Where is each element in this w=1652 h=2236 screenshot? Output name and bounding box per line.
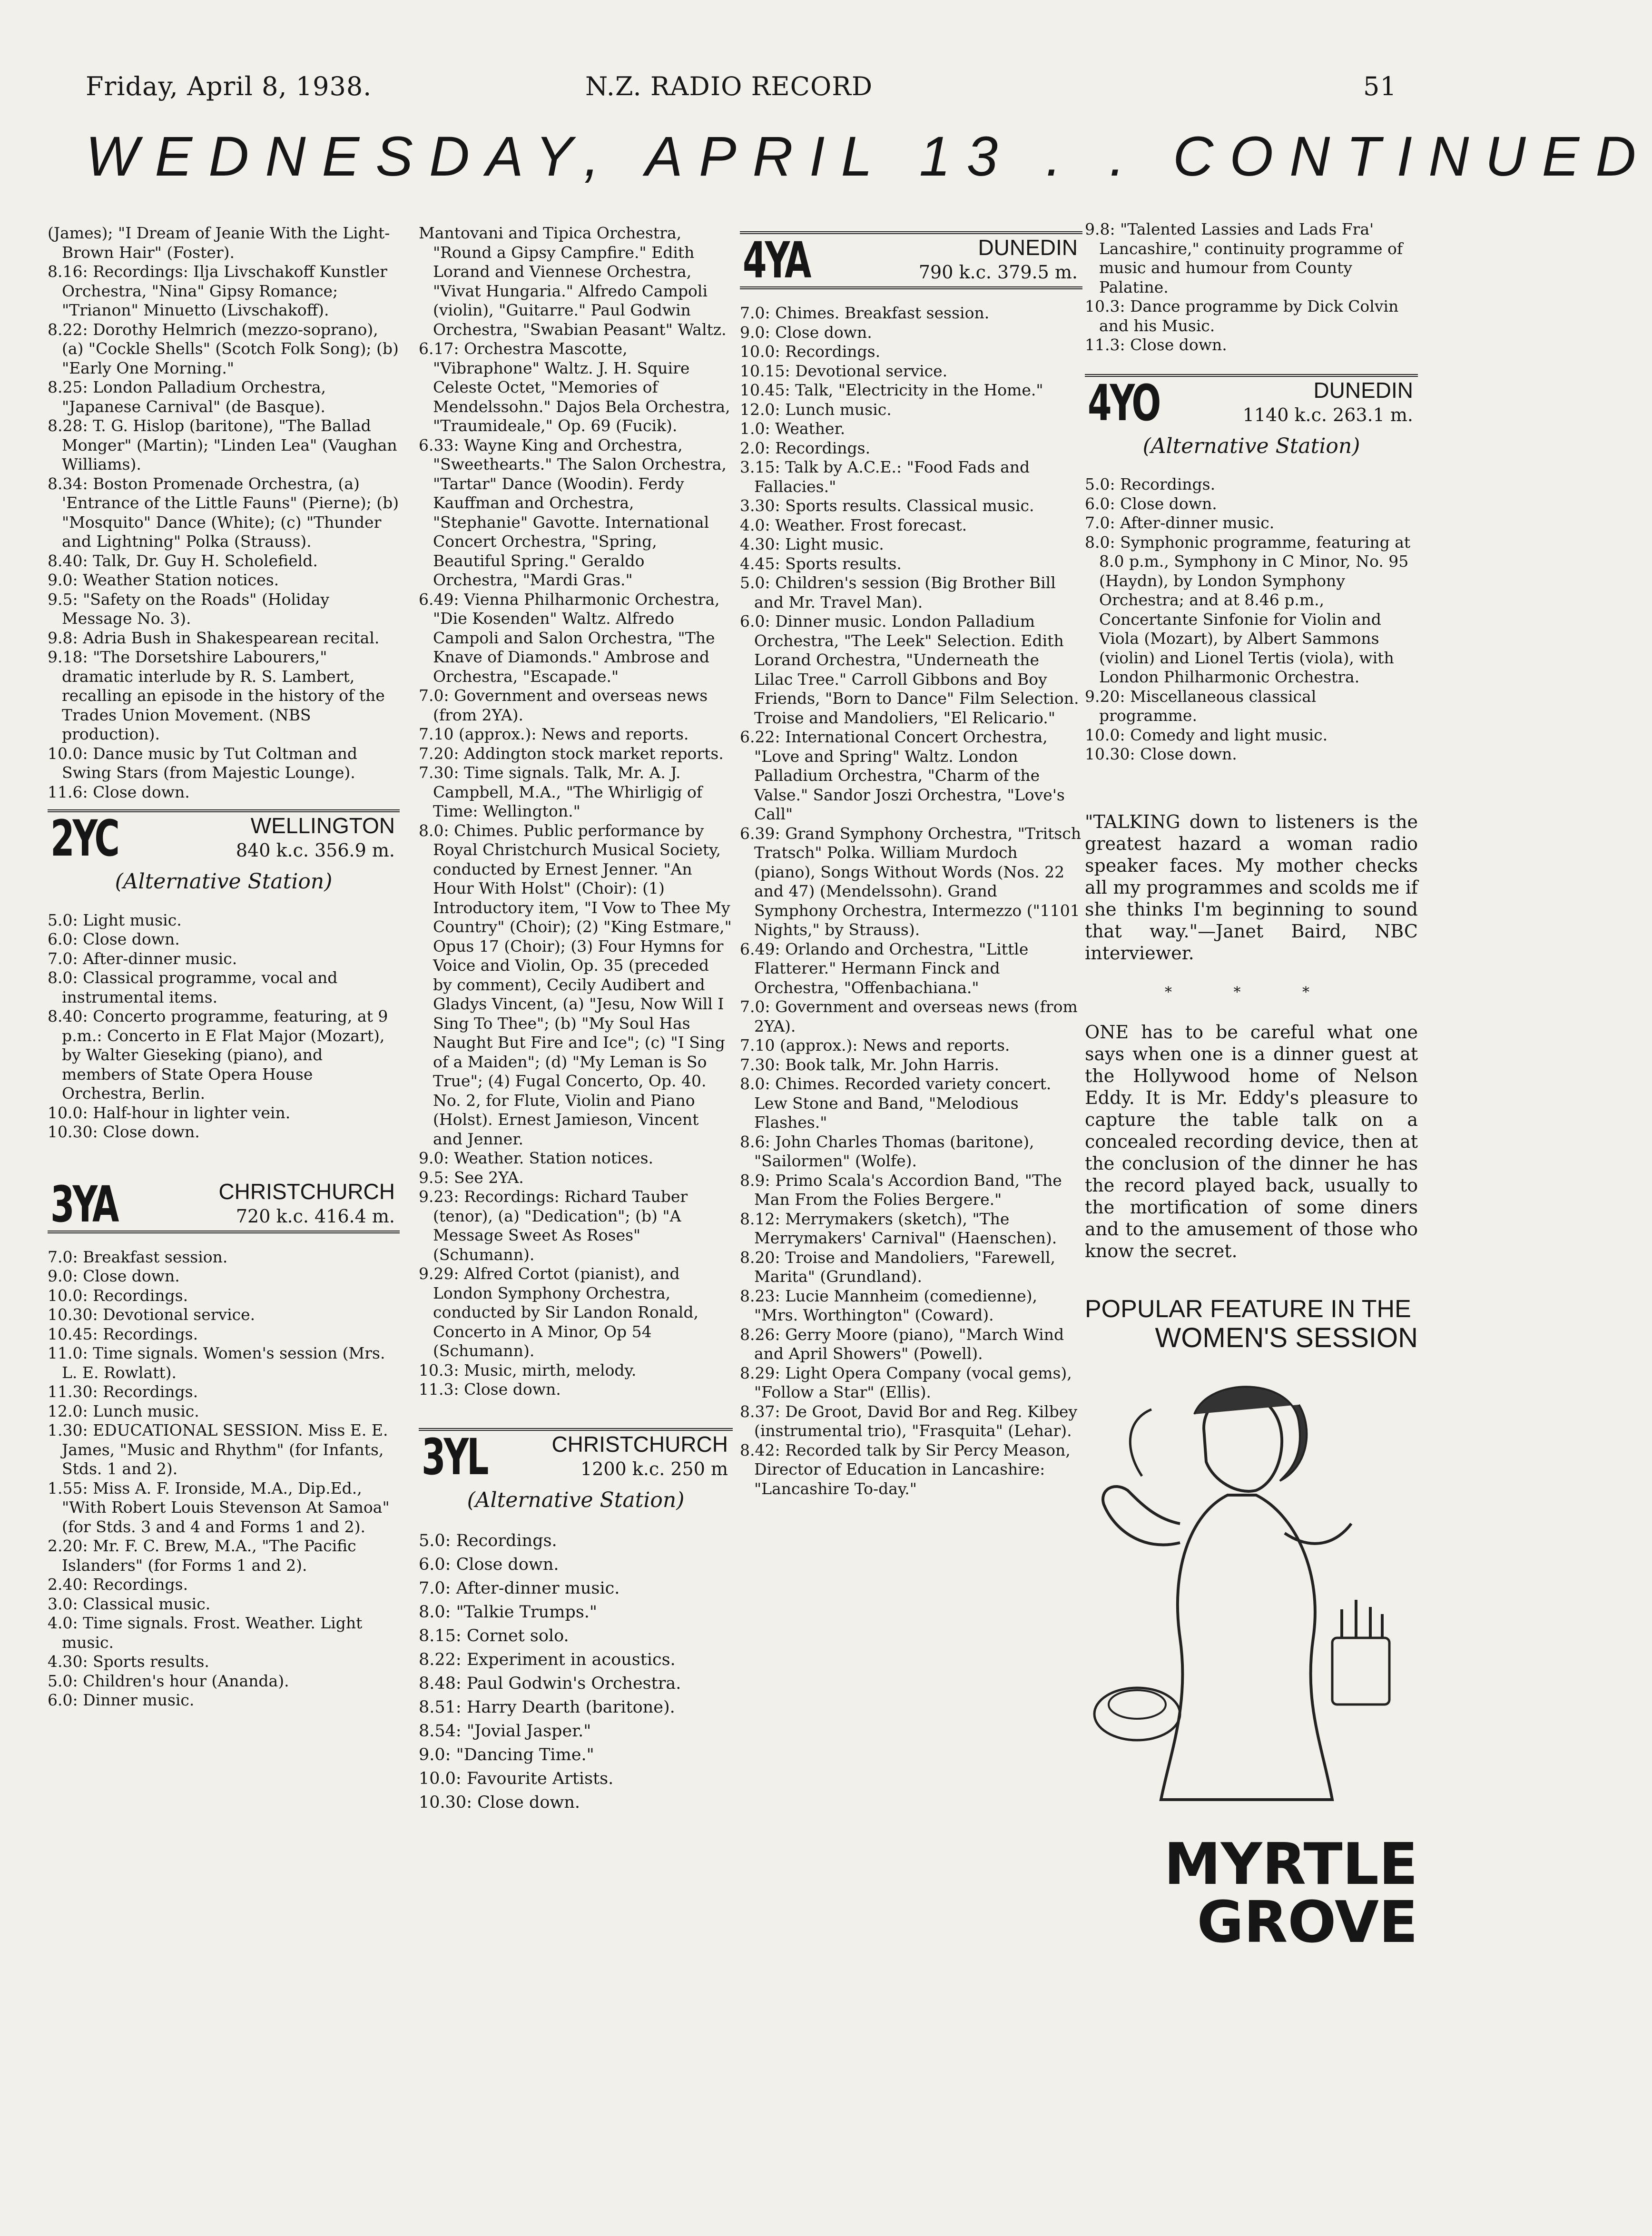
list-item: 10.0: Recordings. <box>740 342 881 361</box>
list-item: 4.30: Light music. <box>740 535 884 553</box>
list-item: 4.0: Time signals. Frost. Weather. Light music. <box>48 1614 363 1652</box>
station-schedule-3yl <box>419 1529 733 1814</box>
station-header-3ya <box>48 1175 400 1233</box>
list-item: 8.25: London Palladium Orchestra, "Japanese Carnival" (de Basque). <box>48 378 326 416</box>
list-item: 10.30: Devotional service. <box>48 1305 256 1324</box>
station-call-sign: 4YA <box>743 231 810 289</box>
list-item: 8.12: Merrymakers (sketch), "The Merrymakers' Carnival" (Haenschen). <box>740 1209 1057 1247</box>
list-item: 7.0: Breakfast session. <box>48 1247 228 1266</box>
list-item: 8.6: John Charles Thomas (baritone), "Sailormen" (Wolfe). <box>740 1132 1034 1170</box>
list-item: 10.0: Comedy and light music. <box>1085 725 1328 744</box>
list-item: 9.20: Miscellaneous classical programme. <box>1085 687 1317 725</box>
station-call-sign: 2YC <box>50 809 118 867</box>
list-item: 7.0: After-dinner music. <box>48 949 237 968</box>
list-item: 9.8: "Talented Lassies and Lads Fra' Lancashire," continuity programme of music and humour from County Palatine. <box>1085 220 1403 296</box>
station-header-4yo <box>1085 374 1418 432</box>
list-item: 9.29: Alfred Cortot (pianist), and London Symphony Orchestra, conducted by Sir Landon Ronald, Concerto in A Minor, Op 54 (Schumann). <box>419 1264 698 1360</box>
header-date: Friday, April 8, 1938. <box>86 71 372 101</box>
station-schedule-3ya <box>48 1248 400 1710</box>
list-item: 9.0: "Dancing Time." <box>419 1745 594 1764</box>
list-item: 10.30: Close down. <box>48 1123 200 1141</box>
separator: * * * <box>1164 984 1338 1001</box>
station-schedule-2yc <box>48 911 400 1142</box>
list-item: 8.0: Chimes. Public performance by Royal Christchurch Musical Society, conducted by Ernest Jenner. "An Hour With Holst" (Choir): (1) Introductory item, "I Vow to Thee My Country" (Choir); (2) "King Estmare," Opus 17 (Choir); (3) Four Hymns for Voice and Violin, Op. 35 (preceded by comment), Cecily Audibert and Gladys Vincent, (a) "Jesu, Now Will I Sing To Thee"; (b) "My Soul Has Naught But Fire and Ice"; (c) "I Sing of a Maiden"; (d) "My Leman is So True"; (4) Fugal Concerto, Op. 40. No. 2, for Flute, Violin and Piano (Holst). Ernest Jamieson, Vincent and Jenner. <box>419 821 732 1148</box>
list-item: 10.0: Recordings. <box>48 1286 188 1305</box>
alternative-station-label: (Alternative Station) <box>1142 433 1360 458</box>
list-item: 6.22: International Concert Orchestra, "Love and Spring" Waltz. London Palladium Orchestra, "Charm of the Valse." Sandor Joszi Orchestra, "Love's Call" <box>740 728 1065 823</box>
list-item: 8.0: Chimes. Recorded variety concert. Lew Stone and Band, "Melodious Flashes." <box>740 1074 1052 1132</box>
list-item: 7.20: Addington stock market reports. <box>419 744 724 763</box>
station-header-4ya <box>740 231 1082 289</box>
list-item: Mantovani and Tipica Orchestra, "Round a Gipsy Campfire." Edith Lorand and Viennese Orchestra, "Vivat Hungaria." Alfredo Campoli (violin), "Guitarre." Paul Godwin Orchestra, "Swabian Peasant" Waltz. <box>419 224 727 339</box>
list-item: 10.30: Close down. <box>1085 745 1237 763</box>
station-schedule-4yo <box>1085 475 1418 764</box>
list-item: 9.0: Close down. <box>740 323 872 342</box>
page-title: WEDNESDAY, APRIL 13 . . CONTINUED <box>86 125 1652 188</box>
list-item: 7.10 (approx.): News and reports. <box>740 1036 1010 1054</box>
list-item: 8.40: Concerto programme, featuring, at 9 p.m.: Concerto in E Flat Major (Mozart), by Walter Gieseking (piano), and members of State Opera House Orchestra, Berlin. <box>48 1007 388 1103</box>
column-4 <box>1085 220 1418 1971</box>
list-item: 7.0: After-dinner music. <box>1085 513 1275 532</box>
list-item: 7.0: Government and overseas news (from 2YA). <box>740 997 1078 1035</box>
list-item: 8.51: Harry Dearth (baritone). <box>419 1698 675 1717</box>
list-item: 10.3: Dance programme by Dick Colvin and his Music. <box>1085 297 1399 335</box>
list-item: 3.15: Talk by A.C.E.: "Food Fads and Fallacies." <box>740 458 1030 496</box>
wellington-2ya-continued <box>48 224 400 802</box>
list-item: (James); "I Dream of Jeanie With the Light-Brown Hair" (Foster). <box>48 224 390 262</box>
station-header-3yl <box>419 1428 733 1486</box>
station-city: DUNEDIN <box>978 235 1078 260</box>
list-item: 6.33: Wayne King and Orchestra, "Sweethearts." The Salon Orchestra, "Tartar" Dance (Woodin). Ferdy Kauffman and Orchestra, "Stephanie" Gavotte. International Concert Orchestra, "Spring, Beautiful Spring." Geraldo Orchestra, "Mardi Gras." <box>419 435 727 589</box>
list-item: 10.30: Close down. <box>419 1793 580 1812</box>
list-item: 1.0: Weather. <box>740 419 846 438</box>
list-item: 12.0: Lunch music. <box>48 1401 199 1420</box>
list-item: 8.54: "Jovial Jasper." <box>419 1722 591 1741</box>
list-item: 11.3: Close down. <box>419 1380 561 1399</box>
quote-janet-baird: "TALKING down to listeners is the greatest hazard a woman radio speaker faces. My mother checks all my programmes and scolds me if she thinks I'm beginning to sound that way."—Janet Baird, NBC interviewer. <box>1085 811 1418 964</box>
list-item: 8.40: Talk, Dr. Guy H. Scholefield. <box>48 551 318 570</box>
list-item: 5.0: Children's hour (Ananda). <box>48 1671 289 1690</box>
list-item: 8.22: Experiment in acoustics. <box>419 1650 676 1669</box>
list-item: 10.0: Favourite Artists. <box>419 1769 614 1788</box>
list-item: 8.28: T. G. Hislop (baritone), "The Ballad Monger" (Martin); "Linden Lea" (Vaughan Williams). <box>48 416 397 473</box>
list-item: 6.39: Grand Symphony Orchestra, "Tritsch Tratsch" Polka. William Murdoch (piano), Songs Without Words (Nos. 22 and 47) (Mendelssohn). Grand Symphony Orchestra, Intermezzo ("1101 Nights," by Strauss). <box>740 824 1082 939</box>
list-item: 7.0: Chimes. Breakfast session. <box>740 304 990 322</box>
station-frequency: 1200 k.c. 250 m <box>580 1458 728 1479</box>
station-frequency: 1140 k.c. 263.1 m. <box>1242 404 1413 425</box>
station-call-sign: 3YA <box>50 1175 118 1233</box>
list-item: 8.26: Gerry Moore (piano), "March Wind and April Showers" (Powell). <box>740 1325 1064 1363</box>
list-item: 10.15: Devotional service. <box>740 361 948 380</box>
ad-feature-headline: POPULAR FEATURE IN THE <box>1085 1295 1411 1323</box>
list-item: 1.30: EDUCATIONAL SESSION. Miss E. E. James, "Music and Rhythm" (for Infants, Stds. 1 and 2). <box>48 1421 388 1478</box>
list-item: 6.0: Dinner music. London Palladium Orchestra, "The Leek" Selection. Edith Lorand Orchestra, "Underneath the Lilac Tree." Carroll Gibbons and Boy Friends, "Born to Dance" Film Selection. Troise and Mandoliers, "El Relicario." <box>740 612 1079 727</box>
station-schedule-4ya <box>740 304 1082 1498</box>
christchurch-3ya-continued <box>419 224 733 1399</box>
list-item: 6.0: Dinner music. <box>48 1691 195 1709</box>
list-item: 6.0: Close down. <box>48 930 180 948</box>
woman-illustration-icon <box>1085 1371 1418 1847</box>
list-item: 6.17: Orchestra Mascotte, "Vibraphone" Waltz. J. H. Squire Celeste Octet, "Memories of Mendelssohn." Dajos Bela Orchestra, "Traumideale," Op. 69 (Fucik). <box>419 339 730 435</box>
station-city: CHRISTCHURCH <box>218 1179 395 1204</box>
dunedin-4ya-continued <box>1085 220 1418 355</box>
list-item: 8.9: Primo Scala's Accordion Band, "The Man From the Folies Bergere." <box>740 1171 1062 1209</box>
list-item: 8.42: Recorded talk by Sir Percy Meason, Director of Education in Lancashire: "Lancashire To-day." <box>740 1440 1071 1498</box>
station-frequency: 720 k.c. 416.4 m. <box>236 1205 395 1227</box>
list-item: 10.3: Music, mirth, melody. <box>419 1360 637 1379</box>
list-item: 2.0: Recordings. <box>740 438 871 457</box>
ad-session-headline: WOMEN'S SESSION <box>1155 1322 1418 1353</box>
list-item: 8.48: Paul Godwin's Orchestra. <box>419 1674 681 1693</box>
list-item: 7.30: Time signals. Talk, Mr. A. J. Campbell, M.A., "The Whirligig of Time: Wellington." <box>419 763 703 820</box>
list-item: 10.45: Recordings. <box>48 1324 198 1343</box>
list-item: 9.0: Close down. <box>48 1267 180 1285</box>
station-call-sign: 3YL <box>422 1428 487 1486</box>
list-item: 10.45: Talk, "Electricity in the Home." <box>740 381 1043 399</box>
list-item: 8.15: Cornet solo. <box>419 1626 569 1645</box>
list-item: 8.20: Troise and Mandoliers, "Farewell, Marita" (Grundland). <box>740 1248 1056 1286</box>
list-item: 12.0: Lunch music. <box>740 400 892 419</box>
list-item: 6.0: Close down. <box>419 1555 559 1574</box>
list-item: 5.0: Recordings. <box>419 1531 557 1550</box>
alternative-station-label: (Alternative Station) <box>115 869 333 894</box>
list-item: 9.5: "Safety on the Roads" (Holiday Message No. 3). <box>48 590 330 628</box>
list-item: 6.0: Close down. <box>1085 494 1217 513</box>
list-item: 4.45: Sports results. <box>740 554 902 573</box>
list-item: 7.30: Book talk, Mr. John Harris. <box>740 1055 1000 1074</box>
list-item: 11.30: Recordings. <box>48 1382 198 1401</box>
list-item: 3.30: Sports results. Classical music. <box>740 496 1034 515</box>
list-item: 8.29: Light Opera Company (vocal gems), "Follow a Star" (Ellis). <box>740 1363 1072 1401</box>
list-item: 9.23: Recordings: Richard Tauber (tenor), (a) "Dedication"; (b) "A Message Sweet As Roses" (Schumann). <box>419 1187 688 1264</box>
column-3 <box>740 224 1082 1498</box>
list-item: 8.0: Symphonic programme, featuring at 8.0 p.m., Symphony in C Minor, No. 95 (Haydn), by London Symphony Orchestra; and at 8.46 p.m., Concertante Sinfonie for Violin and Viola (Mozart), by Albert Sammons (violin) and Lionel Tertis (viola), with London Philharmonic Orchestra. <box>1085 532 1411 686</box>
list-item: 8.0: Classical programme, vocal and instrumental items. <box>48 968 338 1006</box>
list-item: 11.6: Close down. <box>48 782 190 801</box>
list-item: 8.22: Dorothy Helmrich (mezzo-soprano), (a) "Cockle Shells" (Scotch Folk Song); (b) "Early One Morning." <box>48 320 399 377</box>
list-item: 9.8: Adria Bush in Shakespearean recital. <box>48 628 380 647</box>
list-item: 9.0: Weather Station notices. <box>48 571 279 589</box>
list-item: 7.0: Government and overseas news (from 2YA). <box>419 686 708 724</box>
alternative-station-label: (Alternative Station) <box>467 1487 685 1512</box>
station-call-sign: 4YO <box>1088 374 1160 432</box>
quote-nelson-eddy: ONE has to be careful what one says when one is a dinner guest at the Hollywood home of Nelson Eddy. It is Mr. Eddy's pleasure to capture the table talk on a concealed recording device, then at the conclusion of the dinner he has the record played back, usually to the mortification of some diners and to the amusement of those who know the secret. <box>1085 1022 1418 1261</box>
list-item: 8.23: Lucie Mannheim (comedienne), "Mrs. Worthington" (Coward). <box>740 1286 1038 1324</box>
list-item: 6.49: Vienna Philharmonic Orchestra, "Die Kosenden" Waltz. Alfredo Campoli and Salon Orchestra, "The Knave of Diamonds." Ambrose and Orchestra, "Escapade." <box>419 590 720 686</box>
list-item: 4.30: Sports results. <box>48 1652 209 1671</box>
list-item: 8.0: "Talkie Trumps." <box>419 1603 598 1622</box>
list-item: 7.10 (approx.): News and reports. <box>419 725 689 743</box>
list-item: 9.18: "The Dorsetshire Labourers," dramatic interlude by R. S. Lambert, recalling an episode in the history of the Trades Union Movement. (NBS production). <box>48 648 385 743</box>
station-city: WELLINGTON <box>250 813 395 838</box>
list-item: 8.16: Recordings: Ilja Livschakoff Kunstler Orchestra, "Nina" Gipsy Romance; "Trianon" Minuetto (Livschakoff). <box>48 262 387 319</box>
list-item: 5.0: Recordings. <box>1085 475 1216 493</box>
list-item: 5.0: Light music. <box>48 910 182 929</box>
header-publication: N.Z. RADIO RECORD <box>585 71 873 101</box>
list-item: 11.0: Time signals. Women's session (Mrs. L. E. Rowlatt). <box>48 1344 385 1382</box>
list-item: 9.0: Weather. Station notices. <box>419 1149 654 1167</box>
column-1 <box>48 224 400 1710</box>
list-item: 2.40: Recordings. <box>48 1575 188 1594</box>
station-city: DUNEDIN <box>1313 377 1413 403</box>
station-header-2yc <box>48 809 400 867</box>
list-item: 2.20: Mr. F. C. Brew, M.A., "The Pacific Islanders" (for Forms 1 and 2). <box>48 1537 356 1575</box>
list-item: 9.5: See 2YA. <box>419 1168 524 1187</box>
list-item: 5.0: Children's session (Big Brother Bill and Mr. Travel Man). <box>740 573 1056 611</box>
list-item: 10.0: Dance music by Tut Coltman and Swing Stars (from Majestic Lounge). <box>48 744 357 782</box>
list-item: 7.0: After-dinner music. <box>419 1579 620 1598</box>
station-city: CHRISTCHURCH <box>551 1431 728 1457</box>
list-item: 1.55: Miss A. F. Ironside, M.A., Dip.Ed., "With Robert Louis Stevenson At Samoa" (for Stds. 3 and 4 and Forms 1 and 2). <box>48 1478 390 1536</box>
header-page-number: 51 <box>1363 71 1397 101</box>
list-item: 11.3: Close down. <box>1085 335 1227 354</box>
ad-brand-name: MYRTLE GROVE <box>1164 1832 1418 1956</box>
list-item: 6.49: Orlando and Orchestra, "Little Flatterer." Hermann Finck and Orchestra, "Offenbachiana." <box>740 939 1029 997</box>
station-frequency: 840 k.c. 356.9 m. <box>236 840 395 861</box>
list-item: 8.34: Boston Promenade Orchestra, (a) 'Entrance of the Little Fauns" (Pierne); (b) "Mosquito" Dance (White); (c) "Thunder and Lightning" Polka (Strauss). <box>48 474 399 551</box>
list-item: 10.0: Half-hour in lighter vein. <box>48 1103 291 1122</box>
list-item: 4.0: Weather. Frost forecast. <box>740 515 967 534</box>
myrtle-grove-advertisement <box>1085 1295 1418 1971</box>
station-frequency: 790 k.c. 379.5 m. <box>918 262 1078 283</box>
list-item: 8.37: De Groot, David Bor and Reg. Kilbey (instrumental trio), "Frasquita" (Lehar). <box>740 1402 1078 1440</box>
column-2 <box>419 224 733 1814</box>
list-item: 3.0: Classical music. <box>48 1594 211 1613</box>
